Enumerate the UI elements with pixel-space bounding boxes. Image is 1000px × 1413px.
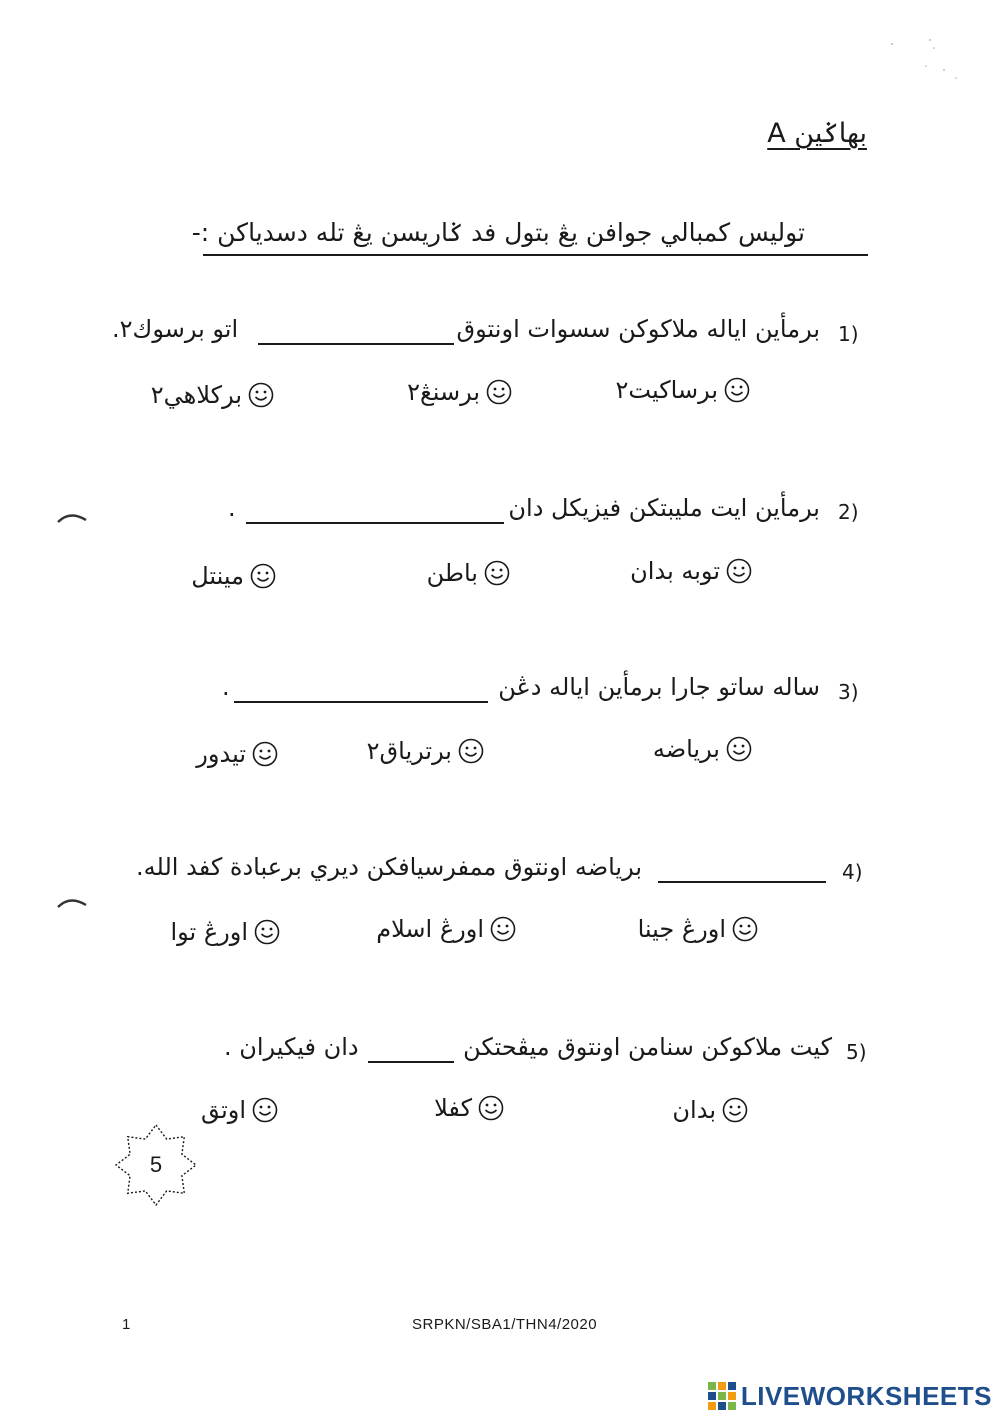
smiley-icon — [250, 563, 276, 589]
option-label: اورڠ توا — [170, 918, 248, 946]
page-number: 1 — [122, 1316, 131, 1333]
option-label: بدان — [672, 1096, 716, 1124]
option-label: برسنڠ٢ — [407, 378, 480, 406]
question-1-option-2[interactable] — [407, 378, 512, 406]
option-label: باطن — [426, 559, 478, 587]
question-5-option-2[interactable] — [434, 1094, 504, 1122]
smiley-icon — [248, 382, 274, 408]
question-5-text-after: دان فيكيران . — [224, 1033, 359, 1061]
question-4-number: 4) — [842, 860, 863, 884]
instruction-underline — [203, 254, 868, 256]
question-3-text-before: ساله ساتو جارا برمأين اياله دڠن — [498, 673, 820, 701]
smiley-icon — [490, 916, 516, 942]
question-2-option-2[interactable] — [427, 559, 510, 587]
binder-hole-mark — [56, 508, 90, 532]
smiley-icon — [484, 560, 510, 586]
question-1-text-after: اتو برسوك٢. — [112, 315, 239, 343]
question-5-option-1[interactable] — [672, 1096, 748, 1124]
smiley-icon — [254, 919, 280, 945]
score-badge-value: 5 — [149, 1152, 163, 1177]
question-2-number: 2) — [838, 500, 859, 524]
footer-document-code: SRPKN/SBA1/THN4/2020 — [412, 1316, 598, 1333]
option-label: اوتق — [201, 1096, 246, 1124]
question-2-text-before: برمأين ايت مليبتكن فيزيكل دان — [508, 494, 820, 522]
smiley-icon — [478, 1095, 504, 1121]
smiley-icon — [732, 916, 758, 942]
smiley-icon — [724, 377, 750, 403]
question-5-blank[interactable] — [368, 1060, 454, 1063]
option-label: برترياق٢ — [366, 737, 452, 765]
question-1-blank[interactable] — [258, 342, 454, 345]
smiley-icon — [722, 1097, 748, 1123]
liveworksheets-logo-icon — [707, 1381, 737, 1411]
question-2-text-after: . — [228, 494, 236, 522]
option-label: كفلا — [434, 1094, 472, 1122]
scan-speck — [886, 36, 966, 86]
option-label: برياضه — [652, 735, 720, 763]
question-2-option-1[interactable] — [630, 557, 752, 585]
smiley-icon — [252, 741, 278, 767]
option-label: بركلاهي٢ — [150, 381, 242, 409]
question-4-option-2[interactable] — [376, 915, 516, 943]
question-3-blank[interactable] — [234, 700, 488, 703]
question-5-text-before: كيت ملاكوكن سنامن اونتوق ميڤحتكن — [463, 1033, 832, 1061]
smiley-icon — [726, 558, 752, 584]
question-4-option-1[interactable] — [638, 915, 758, 943]
question-3-option-3[interactable] — [196, 740, 278, 768]
question-2-blank[interactable] — [246, 521, 504, 524]
question-3-option-2[interactable] — [367, 737, 484, 765]
option-label: اورڠ جينا — [637, 915, 726, 943]
smiley-icon — [252, 1097, 278, 1123]
question-1-number: 1) — [838, 322, 859, 346]
smiley-icon — [458, 738, 484, 764]
question-5-option-3[interactable] — [201, 1096, 278, 1124]
section-heading: بهاݢين A — [767, 118, 867, 149]
liveworksheets-logo-text: LIVEWORKSHEETS — [740, 1380, 992, 1411]
smiley-icon — [486, 379, 512, 405]
question-3-option-1[interactable] — [653, 735, 752, 763]
question-3-number: 3) — [838, 680, 859, 704]
question-4-option-3[interactable] — [170, 918, 280, 946]
option-label: توبه بدان — [630, 557, 720, 585]
option-label: مينتل — [191, 562, 244, 590]
instruction-text: توليس كمبالي جوافن يڠ بتول فد ݢاريسن يڠ تله دسدياكن :- — [191, 218, 805, 247]
option-label: برساكيت٢ — [615, 376, 718, 404]
question-4-blank[interactable] — [658, 880, 826, 883]
question-3-text-after: . — [222, 673, 230, 701]
question-4-text-after: برياضه اونتوق ممفرسيافكن ديري برعبادة كفد الله. — [136, 853, 642, 881]
question-1-text-before: برمأين اياله ملاكوكن سسوات اونتوق — [456, 315, 820, 343]
liveworksheets-logo — [707, 1379, 992, 1413]
binder-hole-mark — [56, 893, 90, 917]
option-label: تيدور — [196, 740, 246, 768]
smiley-icon — [726, 736, 752, 762]
option-label: اورڠ اسلام — [376, 915, 484, 943]
question-2-option-3[interactable] — [191, 562, 276, 590]
question-5-number: 5) — [846, 1040, 867, 1064]
question-1-option-1[interactable] — [616, 376, 750, 404]
question-1-option-3[interactable] — [151, 381, 274, 409]
